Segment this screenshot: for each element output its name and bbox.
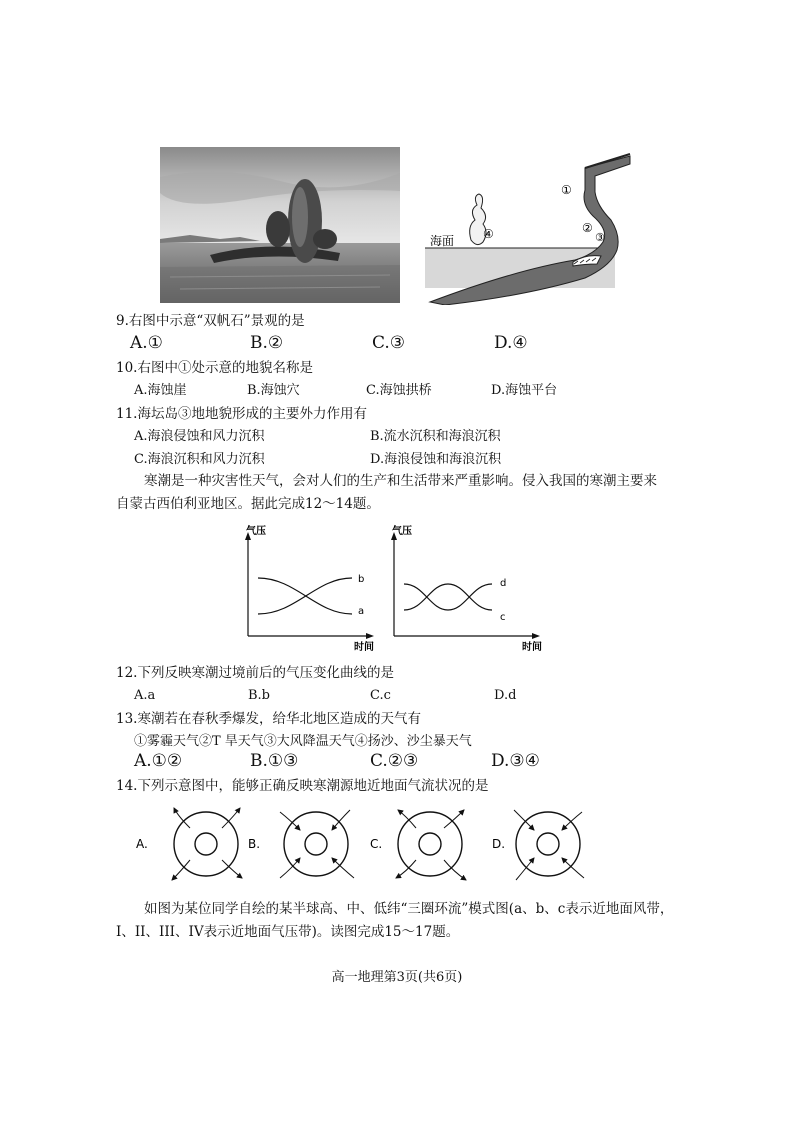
q11-option-d[interactable]: D.海浪侵蚀和海浪沉积	[370, 452, 502, 467]
q11-option-c[interactable]: C.海浪沉积和风力沉积	[134, 452, 265, 467]
coastal-landform-diagram	[425, 150, 635, 305]
wind-diagram-d-label: D.	[492, 837, 506, 851]
q13-option-d[interactable]: D.③④	[491, 751, 540, 771]
intro-paragraph-1-line-1: 寒潮是一种灾害性天气，会对人们的生产和生活带来严重影响。侵入我国的寒潮主要来	[144, 473, 657, 489]
wind-diagram-c-label: C.	[370, 837, 383, 851]
sea-surface-label: 海面	[430, 234, 455, 248]
wind-diagram-b[interactable]	[280, 810, 354, 878]
landform-marker-3: ③	[595, 231, 605, 244]
intro-paragraph-2-line-2: I、II、III、IV表示近地面气压带)。读图完成15～17题。	[116, 924, 460, 940]
q11-option-a[interactable]: A.海浪侵蚀和风力沉积	[134, 429, 265, 444]
curve-d-label: d	[500, 578, 507, 589]
wind-diagram-a[interactable]	[172, 808, 242, 880]
curve-b-label: b	[358, 574, 365, 585]
wind-diagram-b-label: B.	[248, 837, 261, 851]
left-xlabel: 时间	[354, 642, 374, 653]
question-13-stem: 13.寒潮若在春秋季爆发，给华北地区造成的天气有	[116, 711, 421, 727]
question-14-stem: 14.下列示意图中，能够正确反映寒潮源地近地面气流状况的是	[116, 778, 489, 794]
left-ylabel: 气压	[246, 526, 266, 537]
q10-option-c[interactable]: C.海蚀拱桥	[366, 383, 432, 398]
right-xlabel: 时间	[522, 642, 542, 653]
q13-option-a[interactable]: A.①②	[134, 751, 183, 771]
page-footer: 高一地理第3页(共6页)	[331, 970, 463, 985]
q12-option-b[interactable]: B.b	[248, 688, 271, 703]
pressure-chart-right	[382, 524, 542, 654]
q13-option-b[interactable]: B.①③	[250, 751, 299, 771]
curve-c-label: c	[500, 612, 506, 623]
q11-option-b[interactable]: B.流水沉积和海浪沉积	[370, 429, 501, 444]
q9-option-b[interactable]: B.②	[250, 333, 284, 353]
question-10-stem: 10.右图中①处示意的地貌名称是	[116, 360, 313, 376]
intro-paragraph-1-line-2: 自蒙古西伯利亚地区。据此完成12～14题。	[116, 496, 380, 512]
shuangfanshi-photo	[160, 147, 400, 303]
q13-option-c[interactable]: C.②③	[370, 751, 419, 771]
q9-option-a[interactable]: A.①	[130, 333, 163, 353]
landform-marker-2: ②	[582, 221, 593, 235]
q10-option-b[interactable]: B.海蚀穴	[247, 383, 300, 398]
q12-option-a[interactable]: A.a	[134, 688, 156, 703]
question-9-stem: 9.右图中示意“双帆石”景观的是	[116, 313, 305, 329]
landform-marker-1: ①	[561, 183, 572, 197]
q10-option-d[interactable]: D.海蚀平台	[491, 383, 558, 398]
pressure-chart-left	[236, 524, 376, 654]
q9-option-d[interactable]: D.④	[494, 333, 528, 353]
question-11-stem: 11.海坛岛③地地貌形成的主要外力作用有	[116, 406, 367, 422]
wind-diagram-d[interactable]	[514, 810, 584, 880]
q10-option-a[interactable]: A.海蚀崖	[134, 383, 187, 398]
wind-diagrams	[130, 800, 600, 890]
q12-option-d[interactable]: D.d	[494, 688, 517, 703]
q12-option-c[interactable]: C.c	[370, 688, 391, 703]
q13-sub-items: ①雾霾天气②T 旱天气③大风降温天气④扬沙、沙尘暴天气	[134, 734, 472, 749]
curve-a-label: a	[358, 606, 365, 617]
intro-paragraph-2-line-1: 如图为某位同学自绘的某半球高、中、低纬“三圈环流”模式图(a、b、c表示近地面风带，	[144, 901, 674, 917]
right-ylabel: 气压	[392, 526, 412, 537]
question-12-stem: 12.下列反映寒潮过境前后的气压变化曲线的是	[116, 665, 394, 681]
wind-diagram-a-label: A.	[136, 837, 148, 851]
q9-option-c[interactable]: C.③	[372, 333, 406, 353]
wind-diagram-c[interactable]	[396, 810, 466, 880]
landform-marker-4: ④	[483, 227, 494, 241]
